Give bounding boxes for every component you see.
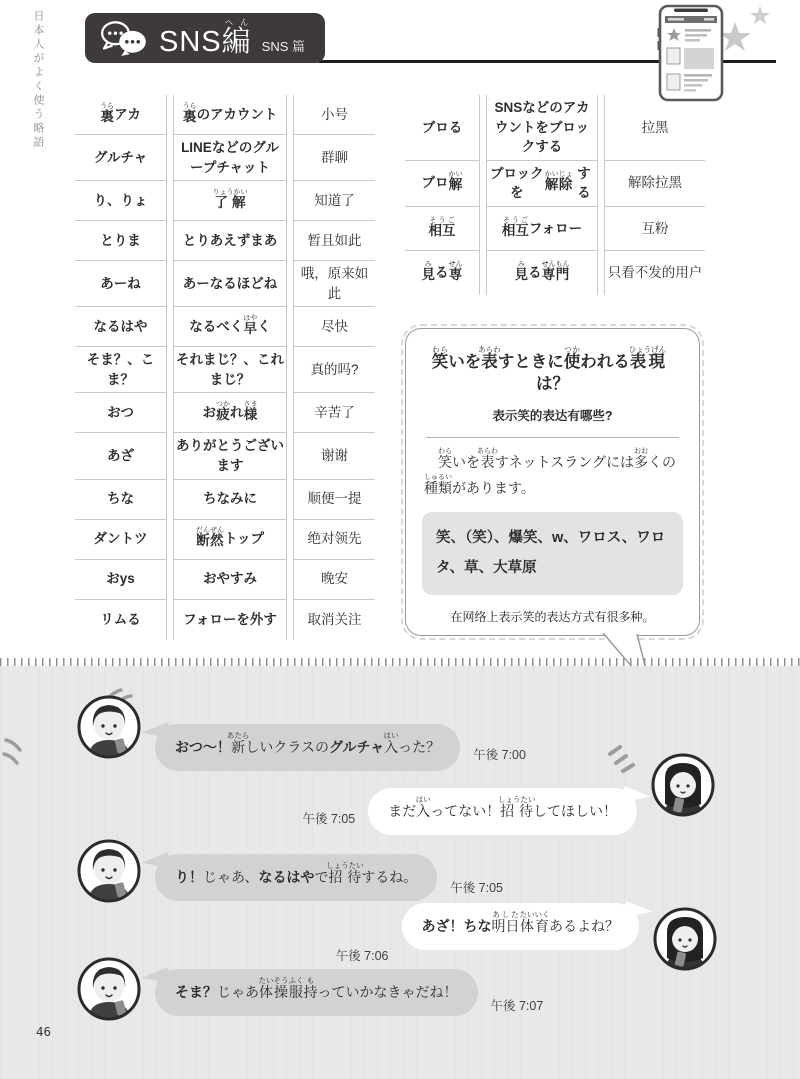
cell-full: SNSなどのアカウントをブロックする: [486, 95, 598, 161]
cell-cn: 只看不发的用户: [604, 251, 705, 295]
chat-bubble: あざ！ちな明日あした体育たいいくあるよね？: [402, 903, 640, 950]
cell-full: 見み る 専門せんもん: [486, 251, 598, 295]
cell-full: あーなるほどね: [173, 261, 287, 307]
timestamp: 午後 7:05: [450, 881, 504, 895]
table-row: [405, 207, 705, 251]
chat-message: [76, 956, 543, 1022]
cell-cn: 取消关注: [293, 600, 375, 640]
table-row: [75, 560, 375, 600]
cell-full: ちなみに: [173, 480, 287, 520]
smartphone-illustration: [652, 4, 792, 109]
table-row: [75, 261, 375, 307]
question-title: 笑わらいを表あらわすときに使つかわれる表現ひょうげんは？: [431, 345, 667, 394]
cell-abbr: ダントツ: [75, 520, 167, 560]
cell-full: フォローを外す: [173, 600, 287, 640]
chat-section-torn-edge: [0, 658, 800, 666]
section-subtitle: SNS 篇: [261, 38, 305, 54]
cell-full: おやすみ: [173, 560, 287, 600]
cell-cn: 小号: [293, 95, 375, 135]
slang-examples-box: 笑、（笑）、爆笑、w、ワロス、ワロタ、草、大草原: [422, 512, 683, 595]
cell-cn: 绝对领先: [293, 520, 375, 560]
cell-abbr: とりま: [75, 221, 167, 261]
cell-abbr: ブロ 解かい: [405, 161, 480, 207]
cell-cn: 暂且如此: [293, 221, 375, 261]
table-row: [75, 181, 375, 221]
cell-cn: 哦，原来如此: [293, 261, 375, 307]
cell-abbr: あーね: [75, 261, 167, 307]
cell-abbr: おys: [75, 560, 167, 600]
table-row: [75, 307, 375, 347]
cell-abbr: 見み る 専せん: [405, 251, 480, 295]
cell-abbr: ちな: [75, 480, 167, 520]
speech-bubbles-icon: [99, 19, 149, 57]
cell-cn: 晚安: [293, 560, 375, 600]
cell-cn: 拉黑: [604, 95, 705, 161]
cell-full: 了解りょうかい: [173, 181, 287, 221]
cell-cn: 解除拉黑: [604, 161, 705, 207]
table-row: [75, 480, 375, 520]
cell-cn: 辛苦了: [293, 393, 375, 433]
question-body: 笑わらいを表あらわすネットスラングには多おおくの種類しゅるいがあります。: [424, 447, 677, 497]
table-row: [75, 600, 375, 640]
chat-bubble: まだ入はいってない！招待しょうたいしてほしい！: [368, 788, 637, 835]
chat-conversation: [0, 666, 800, 1079]
table-row: [75, 95, 375, 135]
table-row: [75, 393, 375, 433]
section-header-badge: [85, 13, 325, 63]
table-row: [405, 161, 705, 207]
cell-cn: 谢谢: [293, 433, 375, 479]
cell-abbr: 裏うら アカ: [75, 95, 167, 135]
cell-abbr: なるはや: [75, 307, 167, 347]
cell-abbr: グルチャ: [75, 135, 167, 181]
question-note-cn: 在网络上表示笑的表达方式有很多种。: [450, 609, 655, 624]
cell-full: それまじ？、これまじ？: [173, 347, 287, 393]
cell-cn: 互粉: [604, 207, 705, 251]
chat-bubble: おつ～！新あたらしいクラスのグルチャ入はいった？: [155, 724, 460, 771]
table-row: [75, 433, 375, 479]
table-row: [75, 221, 375, 261]
cell-full: なるべく 早はや く: [173, 307, 287, 347]
sidebar-vertical-label: 日本人がよく使う略語: [32, 10, 44, 150]
excitement-marks: [2, 728, 36, 768]
cell-abbr: おつ: [75, 393, 167, 433]
cell-full: ブロックを 解除かいじょ する: [486, 161, 598, 207]
cell-abbr: あざ: [75, 433, 167, 479]
timestamp: 午後 7:06: [335, 949, 389, 963]
table-row: [75, 520, 375, 560]
cell-full: 裏うら のアカウント: [173, 95, 287, 135]
table-row: [405, 251, 705, 295]
timestamp: 午後 7:00: [473, 748, 526, 762]
abbr-table-left: [75, 95, 375, 640]
cell-cn: 顺便一提: [293, 480, 375, 520]
cell-full: とりあえずまあ: [173, 221, 287, 261]
boy-avatar: [76, 694, 142, 760]
chat-bubble: そま？じゃあ体操服たいそうふく持もっていかなきゃだね！: [155, 969, 478, 1016]
table-row: [75, 347, 375, 393]
cell-abbr: リムる: [75, 600, 167, 640]
cell-full: LINEなどのグループチャット: [173, 135, 287, 181]
timestamp: 午後 7:07: [490, 999, 544, 1013]
star-icon: [750, 6, 770, 24]
chat-bubble: り！じゃあ、なるはやで招待しょうたいするね。: [155, 854, 437, 901]
cell-full: 相互そうご フォロー: [486, 207, 598, 251]
table-row: [75, 135, 375, 181]
cell-full: お 疲つか れ 様さま: [173, 393, 287, 433]
cell-cn: 尽快: [293, 307, 375, 347]
cell-cn: 真的吗?: [293, 347, 375, 393]
boy-avatar: [76, 956, 142, 1022]
girl-avatar: [650, 752, 716, 818]
question-subtitle-cn: 表示笑的表达有哪些?: [492, 408, 613, 423]
cell-cn: 知道了: [293, 181, 375, 221]
page-number: 46: [36, 1024, 52, 1039]
question-speech-bubble: [405, 328, 700, 636]
girl-avatar: [652, 906, 718, 972]
section-title: SNS 編へん: [159, 18, 252, 59]
cell-full: 断然だんぜん トップ: [173, 520, 287, 560]
cell-full: ありがとうございます: [173, 433, 287, 479]
cell-abbr: 相互そうご: [405, 207, 480, 251]
divider: [426, 437, 679, 438]
chat-message: [302, 752, 716, 835]
boy-avatar: [76, 838, 142, 904]
cell-cn: 群聊: [293, 135, 375, 181]
star-icon: [719, 22, 751, 51]
cell-abbr: そま？、こま？: [75, 347, 167, 393]
abbr-table-right: [405, 95, 705, 295]
cell-abbr: ブロる: [405, 95, 480, 161]
timestamp: 午後 7:05: [302, 812, 356, 826]
cell-abbr: り、りょ: [75, 181, 167, 221]
chat-message: [76, 838, 503, 904]
